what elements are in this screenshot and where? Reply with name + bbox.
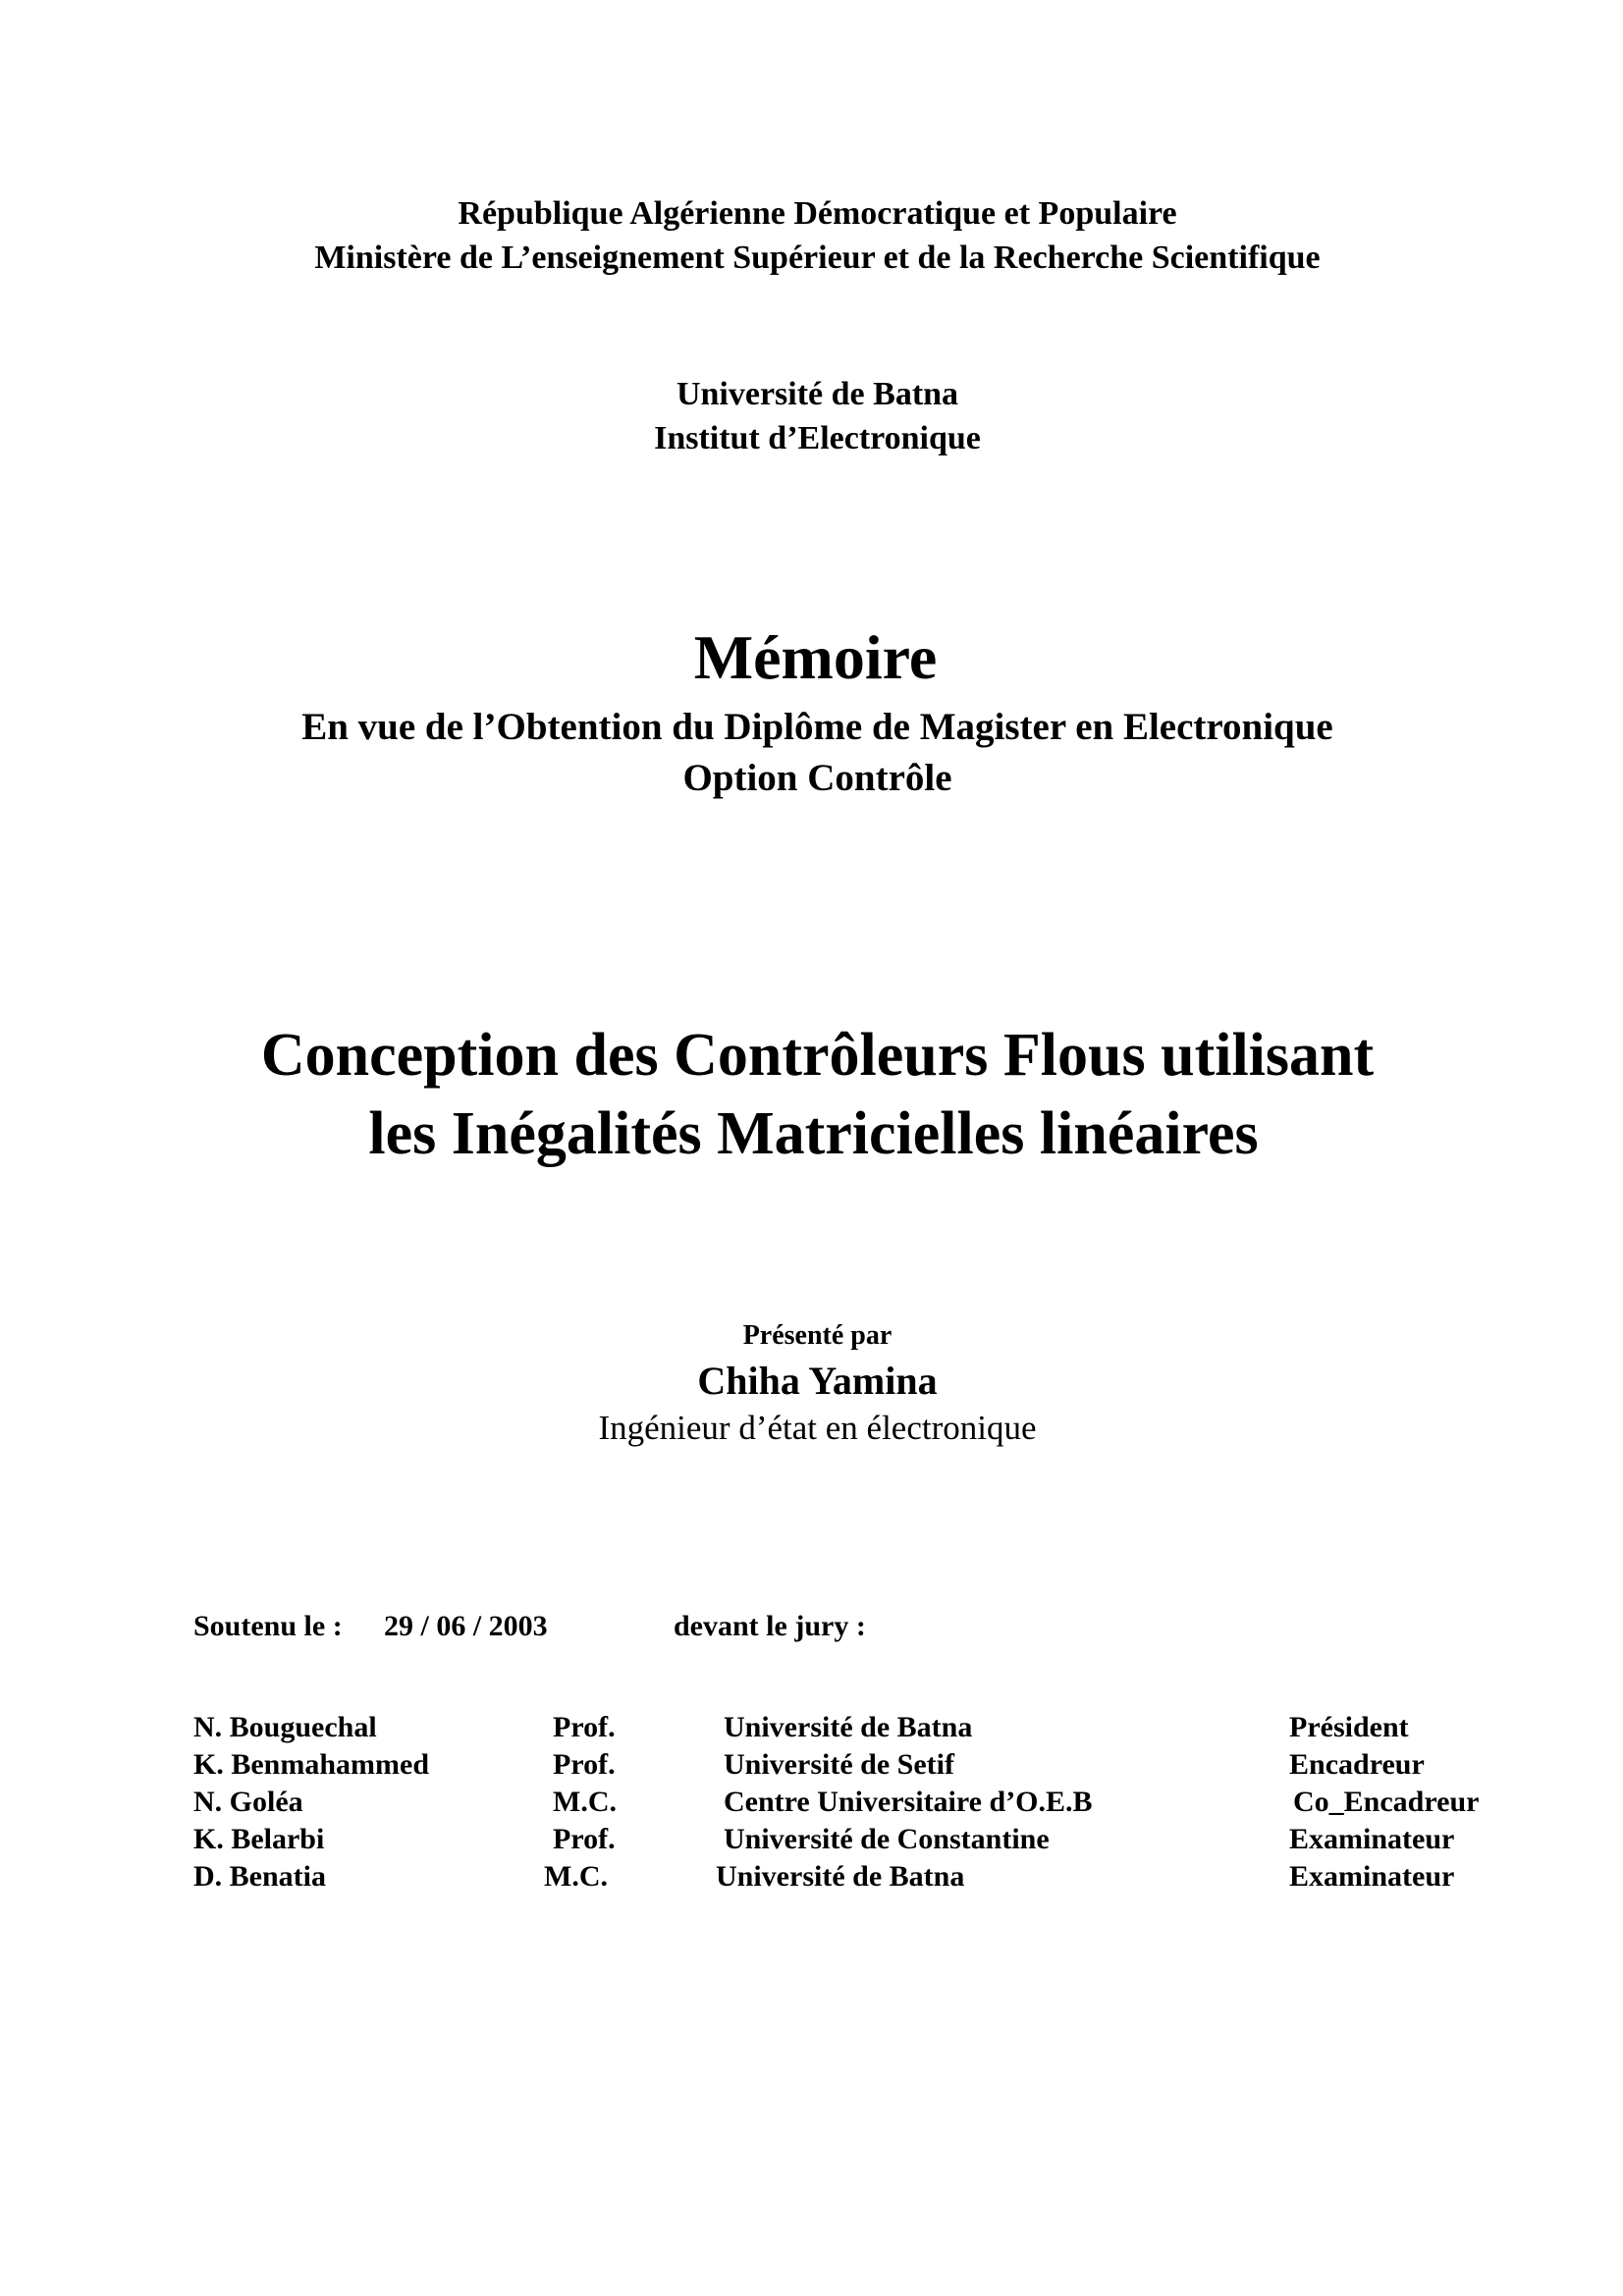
presented-by-label: Présenté par [742, 1320, 893, 1351]
jury-list [0, 1711, 1623, 1907]
jury-label: devant le jury : [674, 1610, 866, 1642]
jury-member-name: N. Bouguechal [193, 1711, 377, 1743]
defense-date: 29 / 06 / 2003 [384, 1610, 548, 1642]
institute-name: Institut d’Electronique [654, 420, 981, 456]
defense-date-label: Soutenu le : [193, 1610, 343, 1642]
jury-member-name: K. Benmahammed [193, 1748, 429, 1781]
diploma-purpose: En vue de l’Obtention du Diplôme de Magister en Electronique [301, 706, 1333, 748]
author-name: Chiha Yamina [697, 1359, 938, 1403]
republic-heading: République Algérienne Démocratique et Populaire [458, 195, 1177, 232]
jury-member-institution: Université de Batna [724, 1711, 973, 1743]
jury-member-grade: Prof. [553, 1711, 616, 1743]
jury-member-institution: Université de Setif [724, 1748, 954, 1781]
jury-member-institution: Centre Universitaire d’O.E.B [724, 1786, 1093, 1818]
jury-member-role: Encadreur [1289, 1748, 1425, 1781]
jury-member-role: Examinateur [1289, 1823, 1455, 1855]
jury-member-grade: Prof. [553, 1748, 616, 1781]
jury-member-role: Président [1289, 1711, 1409, 1743]
jury-member-name: N. Goléa [193, 1786, 303, 1818]
jury-member-grade: M.C. [553, 1786, 617, 1818]
jury-row [0, 1786, 1623, 1823]
author-qualification: Ingénieur d’état en électronique [598, 1409, 1037, 1447]
jury-member-name: K. Belarbi [193, 1823, 325, 1855]
jury-member-institution: Université de Batna [716, 1860, 965, 1893]
jury-member-role: Co_Encadreur [1293, 1786, 1480, 1818]
jury-member-role: Examinateur [1289, 1860, 1455, 1893]
jury-member-name: D. Benatia [193, 1860, 326, 1893]
jury-member-institution: Université de Constantine [724, 1823, 1050, 1855]
thesis-title-line-1: Conception des Contrôleurs Flous utilisant [260, 1022, 1375, 1089]
jury-member-grade: M.C. [544, 1860, 608, 1893]
memoire-title: Mémoire [693, 622, 938, 692]
university-name: Université de Batna [676, 376, 959, 412]
thesis-title-line-2: les Inégalités Matricielles linéaires [368, 1100, 1259, 1167]
jury-row [0, 1711, 1623, 1748]
diploma-option: Option Contrôle [682, 757, 952, 799]
jury-row [0, 1860, 1623, 1897]
jury-row [0, 1748, 1623, 1786]
jury-row [0, 1823, 1623, 1860]
jury-member-grade: Prof. [553, 1823, 616, 1855]
ministry-heading: Ministère de L’enseignement Supérieur et de la Recherche Scientifique [314, 240, 1321, 276]
